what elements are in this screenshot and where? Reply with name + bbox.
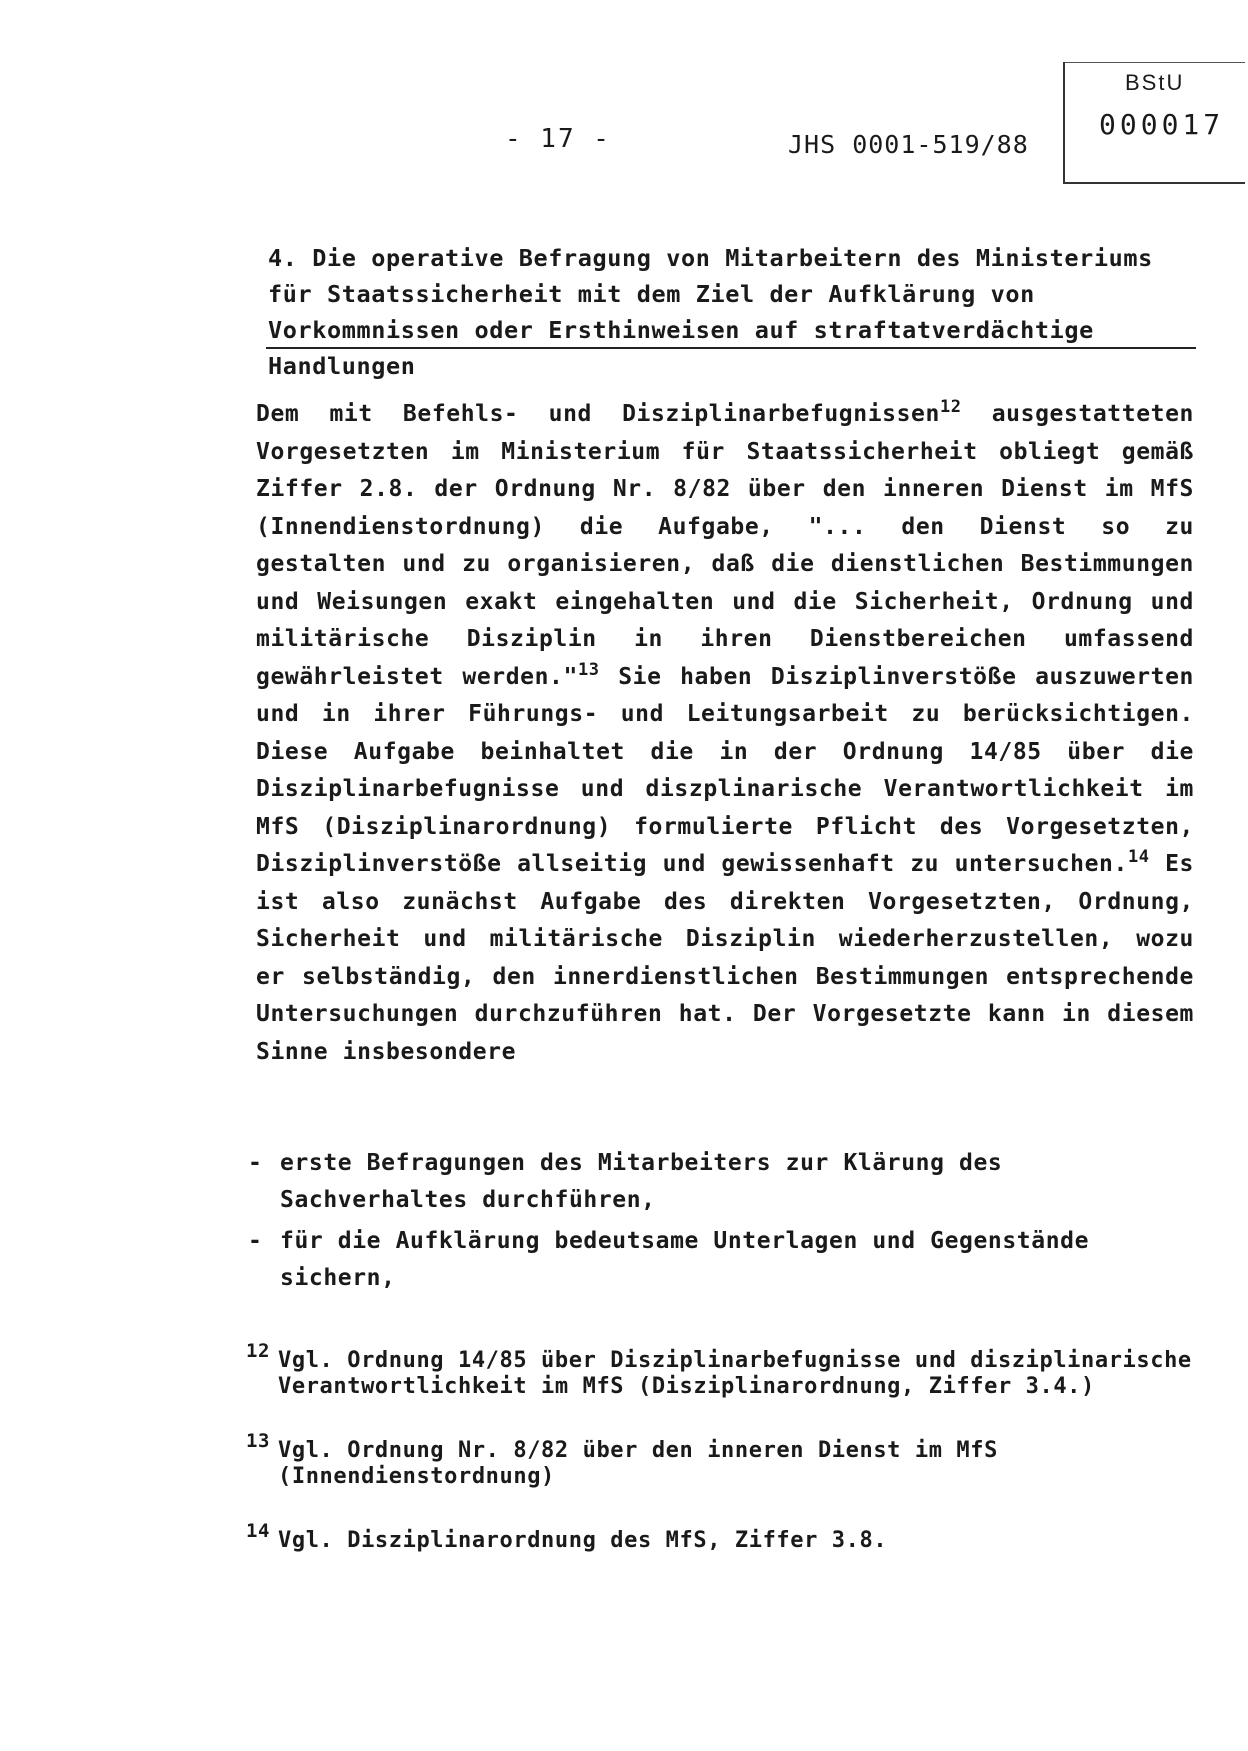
footnote-text: Vgl. Ordnung Nr. 8/82 über den inneren Dienst im MfS (Innendienstordnung): [278, 1438, 998, 1489]
heading-underline: [266, 347, 1196, 349]
footnotes: [246, 1340, 1196, 1592]
footnote-ref-13: 13: [577, 659, 600, 680]
document-reference: JHS 0001-519/88: [788, 130, 1029, 159]
body-text-part-4: Es ist also zunächst Aufgabe des direkten Vorgesetzten, Ordnung, Sicherheit und militärische Disziplin wiederherzustellen, wozu er selbständig, den innerdienstlichen Bestimmungen entsprechende Untersuchungen durchzuführen hat. Der Vorgesetzte kann in diesem Sinne insbesondere: [256, 851, 1194, 1065]
body-text-part-2: ausgestatteten Vorgesetzten im Ministerium für Staatssicherheit obliegt gemäß Ziffer 2.8. der Ordnung Nr. 8/82 über den inneren Dienst im MfS (Innendienstordnung) die Aufgabe, "... den Dienst so zu gestalten und zu organisieren, daß die dienstlichen Bestimmungen und Weisungen exakt eingehalten und die Sicherheit, Ordnung und militärische Disziplin in ihren Dienstbereichen umfassend gewährleistet werden.": [256, 401, 1194, 690]
section-heading: 4. Die operative Befragung von Mitarbeitern des Ministeriums für Staatssicherheit mit dem Ziel der Aufklärung von Vorkommnissen oder Ersthinweisen auf straftatverdächtige Handlungen: [268, 244, 1153, 380]
footnote-ref-14: 14: [1127, 847, 1150, 867]
bullet-text: für die Aufklärung bedeutsame Unterlagen und Gegenstände sichern,: [280, 1228, 1090, 1291]
footnote-13: [246, 1430, 1196, 1490]
footnote-14: [246, 1520, 1196, 1554]
list-item: [248, 1145, 1194, 1219]
bullet-dash: -: [248, 1150, 263, 1176]
body-paragraph: [256, 396, 1194, 1071]
footnote-text: Vgl. Ordnung 14/85 über Disziplinarbefugnisse und disziplinarische Verantwortlichkeit im MfS (Disziplinarordnung, Ziffer 3.4.): [278, 1348, 1192, 1399]
archive-stamp: [1063, 62, 1245, 184]
body-text-part-1: Dem mit Befehls- und Disziplinarbefugnissen: [256, 401, 940, 427]
stamp-number: 000017: [1099, 108, 1225, 141]
footnote-text: Vgl. Disziplinarordnung des MfS, Ziffer 3.8.: [278, 1528, 888, 1553]
body-text-part-3: Sie haben Disziplinverstöße auszuwerten und in ihrer Führungs- und Leitungsarbeit zu berücksichtigen. Diese Aufgabe beinhaltet die in der Ordnung 14/85 über die Disziplinarbefugnisse und diszplinarische Verantwortlichkeit im MfS (Disziplinarordnung) formulierte Pflicht des Vorgesetzten, Disziplinverstöße allseitig und gewissenhaft zu untersuchen.: [256, 663, 1195, 877]
footnote-ref-12: 12: [939, 397, 962, 417]
footnote-number: 12: [246, 1340, 271, 1362]
footnote-number: 13: [246, 1430, 271, 1452]
bullet-text: erste Befragungen des Mitarbeiters zur Klärung des Sachverhaltes durchführen,: [280, 1150, 1003, 1213]
page-number: - 17 -: [505, 124, 611, 154]
bullet-list: [248, 1145, 1194, 1301]
footnote-number: 14: [246, 1520, 271, 1542]
list-item: [248, 1223, 1194, 1297]
bullet-dash: -: [248, 1228, 263, 1254]
stamp-title: BStU: [1125, 70, 1185, 95]
footnote-12: [246, 1340, 1196, 1400]
stamp-top-line: [1065, 62, 1245, 63]
